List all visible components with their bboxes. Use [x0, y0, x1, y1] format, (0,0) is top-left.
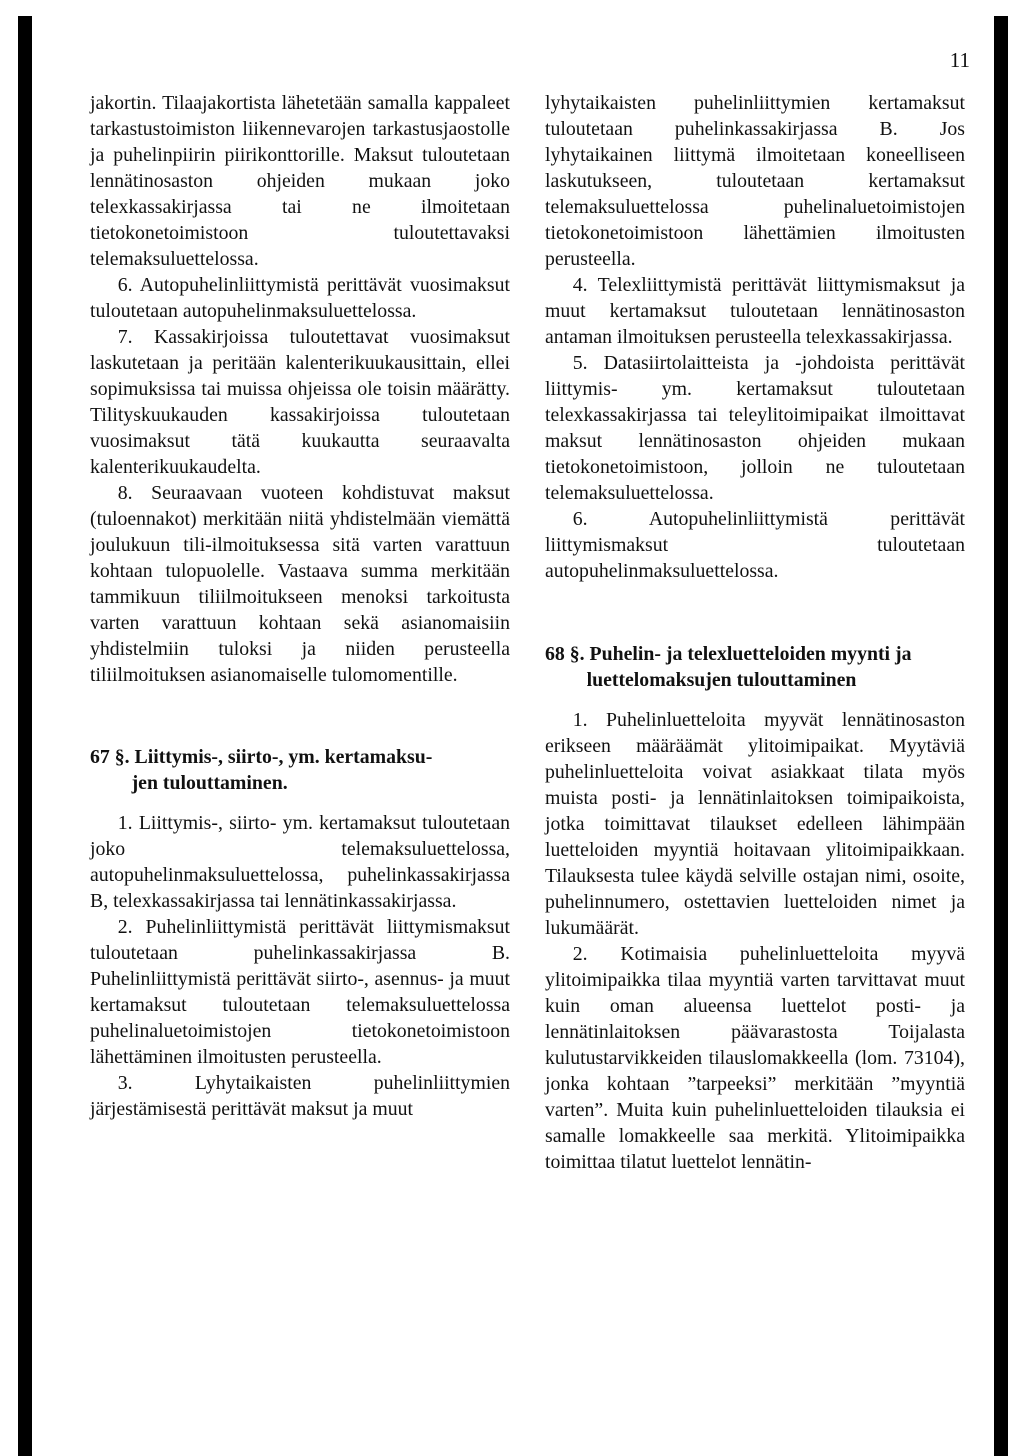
- scan-edge-right: [994, 16, 1008, 1456]
- paragraph: 6. Autopuhelinliittymistä perittävät vuosimaksut tuloutetaan autopuhelinmaksuluettelossa.: [90, 274, 510, 322]
- heading-line: jen tulouttaminen.: [131, 772, 288, 794]
- left-column: [90, 90, 510, 1122]
- paragraph: 7. Kassakirjoissa tuloutettavat vuosimaksut laskutetaan ja peritään kalenterikuukausittain, ellei sopimuksissa tai muissa ohjeissa ole toisin määrätty. Tilityskuukauden kassakirjoissa tuloutetaan vuosimaksut tätä kuukautta seuraavalta kalenterikuukaudelta.: [90, 326, 510, 478]
- paragraph: 1. Puhelinluetteloita myyvät lennätinosaston erikseen määräämät ylitoimipaikat. Myytäviä puhelinluetteloita voivat asiakkaat tilata myös muista posti- ja lennätinlaitoksen toimipaikoista, jotka toimittavat tilaukset edelleen lähimpään luetteloiden myyntiä hoitavaan ylitoimipaikkaan. Tilauksesta tulee käydä selville ostajan nimi, osoite, puhelinnumero, ostettavien luetteloiden nimet ja lukumäärät.: [545, 709, 965, 939]
- paragraph: lyhytaikaisten puhelinliittymien kertamaksut tuloutetaan puhelinkassakirjassa B. Jos lyhytaikainen liittymä ilmoitetaan koneelliseen laskutukseen, tuloutetaan kertamaksut telemaksuluettelossa puhelinaluetoimistojen tietokonetoimistoon lähettämien ilmoitusten perusteella.: [545, 92, 965, 270]
- paragraph: 2. Kotimaisia puhelinluetteloita myyvä ylitoimipaikka tilaa myyntiä varten tarvittavat muut kuin oman alueensa luettelot posti- ja lennätinlaitoksen päävarastosta Toijalasta kulutustarvikkeiden tilauslomakkeella (lom. 73104), jonka kohtaan ”tarpeeksi” merkitään ”myyntiä varten”. Muita kuin puhelinluetteloiden tilauksia ei samalle lomakkeelle saa merkitä. Ylitoimipaikka toimittaa tilatut luettelot lennätin-: [545, 943, 965, 1173]
- paragraph: 8. Seuraavaan vuoteen kohdistuvat maksut (tuloennakot) merkitään niitä yhdistelmään viemättä joulukuun tili-ilmoituksessa sitä varten varattuun kohtaan tulopuolelle. Vastaava summa merkitään tammikuun tiliilmoitukseen menoksi tarkoitusta varten varattuun kohtaan sekä asianomaisiin yhdistelmiin tuloksi ja niiden perusteella tiliilmoituksen asianomaiselle tulomomentille.: [90, 482, 510, 686]
- paragraph: 5. Datasiirtolaitteista ja -johdoista perittävät liittymis- ym. kertamaksut tuloutetaan telexkassakirjassa tai teleylitoimipaikat ilmoittavat maksut lennätinosaston ohjeiden mukaan tietokonetoimistoon, jolloin ne tuloutetaan telemaksuluettelossa.: [545, 352, 965, 504]
- heading-line: 68 §. Puhelin- ja telexluetteloiden myynti ja: [545, 643, 912, 665]
- page-number: 11: [949, 48, 970, 72]
- right-column: [545, 90, 965, 1175]
- heading-line: luettelomaksujen tulouttaminen: [586, 669, 857, 691]
- paragraph: jakortin. Tilaajakortista lähetetään samalla kappaleet tarkastustoimiston liikennevarojen tarkastusjaostolle ja puhelinpiirin piirikonttorille. Maksut tuloutetaan lennätinosaston ohjeiden mukaan joko telexkassakirjassa tai ne ilmoitetaan tietokonetoimistoon tuloutettavaksi telemaksuluettelossa.: [90, 92, 510, 270]
- section-heading-68: [545, 641, 965, 693]
- paragraph: 2. Puhelinliittymistä perittävät liittymismaksut tuloutetaan puhelinkassakirjassa B. Puhelinliittymistä perittävät siirto-, asennus- ja muut kertamaksut tuloutetaan telemaksuluettelossa puhelinaluetoimistojen tietokonetoimistoon lähettäminen ilmoitusten perusteella.: [90, 916, 510, 1068]
- scan-edge-left: [18, 16, 32, 1456]
- paragraph: 1. Liittymis-, siirto- ym. kertamaksut tuloutetaan joko telemaksuluettelossa, autopuhelinmaksuluettelossa, puhelinkassakirjassa B, telexkassakirjassa tai lennätinkassakirjassa.: [90, 812, 510, 912]
- section-heading-67: [90, 744, 510, 796]
- paragraph: 3. Lyhytaikaisten puhelinliittymien järjestämisestä perittävät maksut ja muut: [90, 1072, 510, 1120]
- paragraph: 6. Autopuhelinliittymistä perittävät liittymismaksut tuloutetaan autopuhelinmaksuluettelossa.: [545, 508, 965, 582]
- heading-line: 67 §. Liittymis-, siirto-, ym. kertamaksu-: [90, 746, 433, 768]
- paragraph: 4. Telexliittymistä perittävät liittymismaksut ja muut kertamaksut tuloutetaan lennätinosaston antaman ilmoituksen perusteella telexkassakirjassa.: [545, 274, 965, 348]
